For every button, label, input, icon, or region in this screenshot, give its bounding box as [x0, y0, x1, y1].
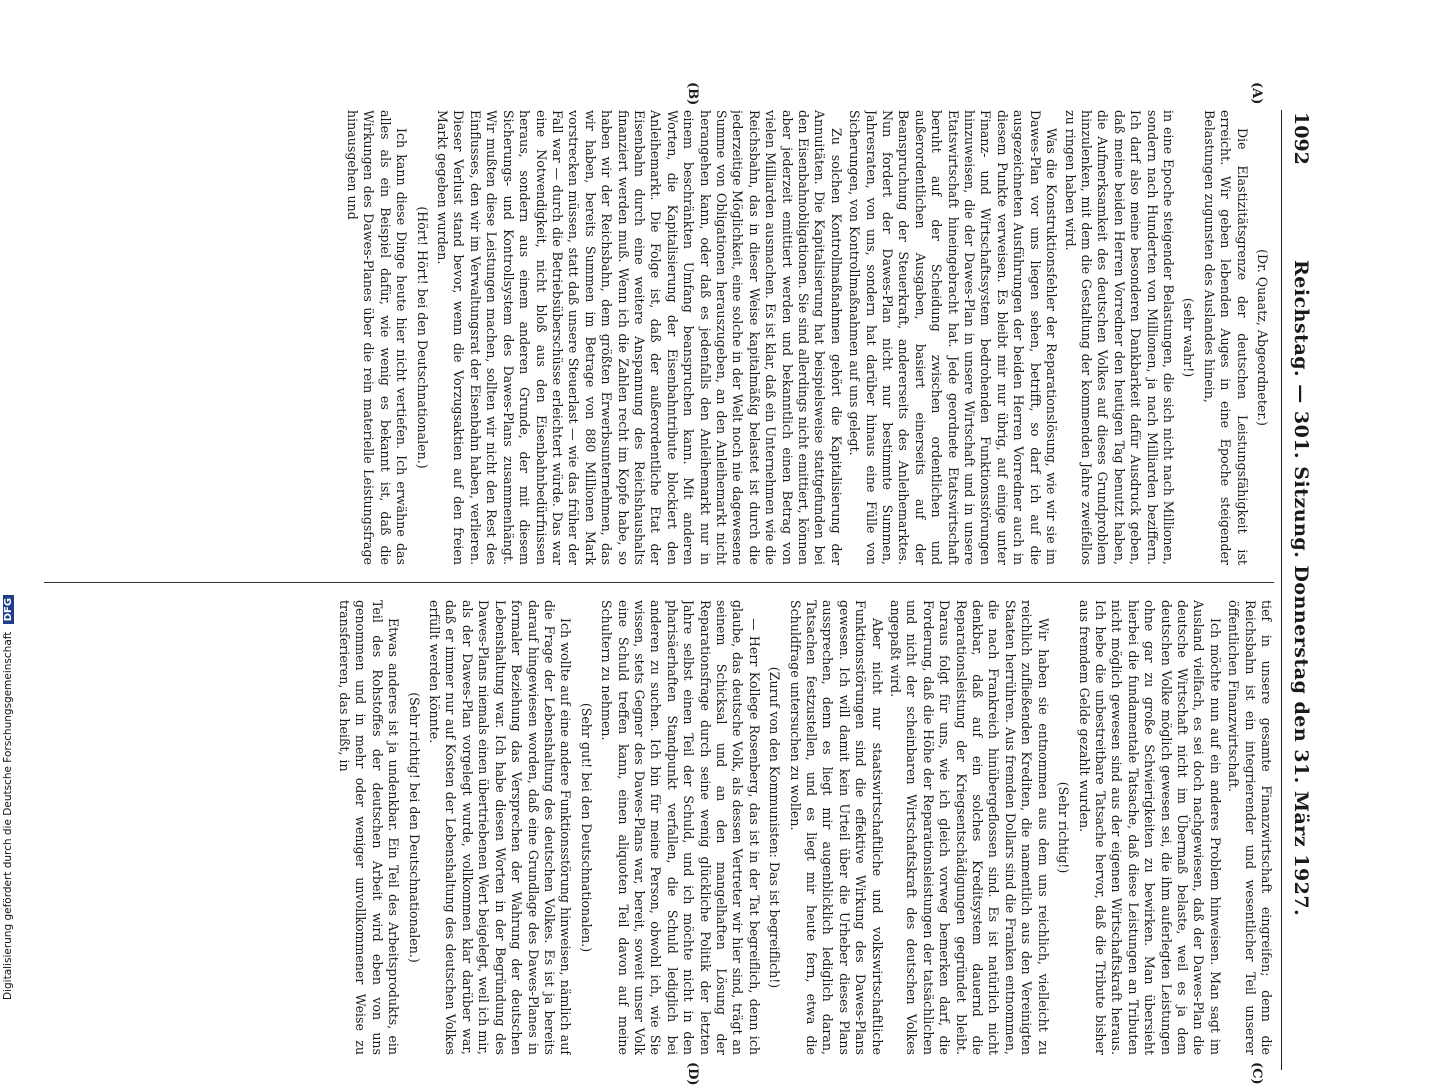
page-header — [1281, 110, 1320, 1070]
paragraph: — Herr Kollege Rosenberg, das ist in der Tat begreiflich, denn ich glaube, das deutsche Volk, als dessen Vertreter wir hier sind, trägt an seinem Schicksal und an den mangelhaften Lösung der Reparationsfrage durch seine wenig glückliche Politik der letzten Jahre selbst einen Teil der Schuld, und ich möchte nicht in den pharisäerhaften Standpunkt verfallen, die Schuld lediglich bei anderen zu suchen. Ich bin für meine Person, obwohl ich, wie Sie wissen, stets Gegner des Dawes-Plans war, bereit, soweit unser Volk eine Schuld treffen kann, einen aliquoten Teil davon auf meine Schultern zu nehmen. — [599, 600, 762, 1055]
paragraph: tief in unsere gesamte Finanzwirtschaft eingreifen; denn die Reichsbahn ist ein integrierender und wesentlicher Teil unserer öffentlichen Finanzwirtschaft. — [1226, 600, 1274, 1055]
margin-mark-d: (D) — [685, 1062, 700, 1086]
rotated-page — [20, 82, 1320, 1086]
paragraph: in eine Epoche steigender Belastungen, die sich nicht nach Millionen, sondern nach Hunderten von Millionen, ja nach Milliarden beziffern. Ich darf also meine besonderen Dankbarkeit dafür Ausdruck geben, daß meine beiden Herren Vorredner den heutigen Tag benutzt haben, die Aufmerksamkeit des deutschen Volkes auf dieses Grundproblem hinzulenken, mit dem die Gestaltung der kommenden Jahre zweifellos zu ringen haben wird. — [1062, 110, 1176, 565]
paragraph: Etwas anderes ist ja undenkbar. Ein Teil des Arbeitsprodukts, ein Teil des Rohstoffes der deutschen Arbeit wird eben von uns genommen und in mehr oder weniger unvollkommener Weise zu transferieren, das heißt, in — [337, 600, 402, 1055]
paragraph: Ich wollte auf eine andere Funktionsstörung hinweisen, nämlich auf die Frage der Lebenshaltung des deutschen Volkes. Es ist ja bereits darauf hingewiesen worden, daß eine Grundlage des Dawes-Planes in formaler Beziehung das Versprechen der Wahrung der deutschen Lebenshaltung war. Ich habe diesen Worten in der Begründung des Dawes-Plans niemals einen übertriebenen Wert beigelegt, weil ich mir, als der Dawes-Plan vorgelegt wurde, vollkommen klar darüber war, daß er immer nur auf Kosten der Lebenshaltung des deutschen Volkes erfüllt werden könnte. — [427, 600, 574, 1055]
margin-mark-a: (A) — [1249, 82, 1264, 105]
page-number: 1092 — [1290, 112, 1312, 165]
interjection: (sehr wahr!) — [1181, 297, 1197, 378]
interjection: (Zuruf von den Kommunisten: Das ist begreiflich!) — [767, 666, 783, 989]
margin-mark-b: (B) — [685, 82, 700, 106]
dfg-logo: DFG — [3, 595, 14, 624]
interjection: (Sehr richtig!) — [1056, 781, 1072, 874]
paragraph: Zu solchen Kontrollmaßnahmen gehört die Kapitalisierung der Annuitäten. Die Kapitalisierung hat beispielsweise stattgefunden bei den Eisenbahnobligationen. Sie sind allerdings nicht emittiert, können aber jederzeit emittiert werden und bekanntlich einen Betrag von vielen Milliarden ausmachen. Es ist klar, daß ein Unternehmen wie die Reichsbahn, das in dieser Weise kapitalmäßig belastet ist durch die jederzeitige Möglichkeit, eine solche in der Welt noch nie dagewesene Summe von Obligationen herauszugeben, an den Anleihemarkt nicht herangehen kann, oder daß es jedenfalls den Anleihemarkt nur in einem beschränkten Umfang beanspruchen kann. Mit anderen Worten, die Kapitalisierung der Eisenbahntribute blockiert den Anleihemarkt. Die Folge ist, daß der außerordentliche Etat der Eisenbahn durch eine weitere Anspannung des Reichshaushalts finanziert werden muß. Wenn ich die Zahlen recht im Kopfe habe, so haben wir der Reichsbahn, dem größten Erwerbsunternehmen, das wir haben, bereits Summen im Betrage von 880 Millionen Mark vorstrecken müssen, statt daß unsere Steuerlast — wie das früher der Fall war — durch die Betriebsüberschüsse erleichtert würde. Das war eine Notwendigkeit, nicht bloß aus den Eisenbahnbedürfnissen heraus, sondern aus einem anderen Grunde, der mit diesem Sicherungs- und Kontrollsystem des Dawes-Plans zusammenhängt. Wir mußten diese Leistungen machen, sollten wir nicht den Rest des Einflusses, den wir im Verwaltungsrat der Eisenbahn haben, verlieren. Dieser Verlust stand bevor, wenn die Vorzugsaktien auf den freien Markt gegeben wurden. — [435, 110, 844, 565]
paragraph: Aber nicht nur staatswirtschaftliche und volkswirtschaftliche Funktionsstörungen sind die effektive Wirkung des Dawes-Plans gewesen. Ich will damit kein Urteil über die Urheber dieses Plans aussprechen, denn es liegt mir augenblicklich lediglich daran, Tatsachen festzustellen, und es liegt mir heute fern, etwa die Schuldfrage untersuchen zu wollen. — [787, 600, 885, 1055]
margin-mark-c: (C) — [1249, 1062, 1264, 1085]
paragraph: Ich kann diese Dinge heute hier nicht vertiefen. Ich erwähne das alles als ein Beispiel dafür, wie wenig es bekannt ist, daß die Wirkungen des Dawes-Planes über die rein materielle Leistungsfrage hinausgehen und — [345, 110, 410, 565]
left-column — [44, 110, 1274, 565]
right-column — [44, 600, 1274, 1055]
paragraph: Was die Konstruktionsfehler der Reparationslösung, wie wir sie im Dawes-Plan vor uns liegen sehen, betrifft, so darf ich auf die ausgezeichneten Ausführungen der beiden Herren Vorredner auch in diesem Punkte verweisen. Es bleibt mir nur übrig, auf einige unter Finanz- und Wirtschaftssystem bedrohenden Funktionsstörungen hinzuweisen, die der Dawes-Plan in unsere Wirtschaft und in unsere Etatswirtschaft hineingebracht hat. Jede geordnete Etatswirtschaft beruht auf der Scheidung zwischen ordentlichen und außerordentlichen Ausgaben, basiert einerseits auf der Beanspruchung der Steuerkraft, andererseits des Anleihemarktes. Nun fordert der Dawes-Plan nicht nur bestimmte Summen, Jahresraten, von uns, sondern hat darüber hinaus eine Fülle von Sicherungen, von Kontrollmaßnahmen auf uns gelegt. — [847, 110, 1060, 565]
paragraph: Die Elastizitätsgrenze der deutschen Leistungsfähigkeit ist erreicht. Wir geben lebenden Auges in eine Epoche steigender Belastungen zugunsten des Auslandes hinein, — [1201, 110, 1250, 565]
paragraph: Ich möchte nun auf ein anderes Problem hinweisen. Man sagt im Ausland vielfach, es sei doch nachgewiesen, daß der Dawes-Plan die deutsche Wirtschaft nicht im Übermaß belaste, weil es ja dem deutschen Volke möglich gewesen sei, die ihm auferlegten Leistungen ohne gar zu große Schwierigkeiten zu bewirken. Man übersieht hierbei die fundamentale Tatsache, daß diese Leistungen an Tributen nicht möglich gewesen sind aus der eigenen Wirtschaftskraft heraus. Ich hebe die unbestreitbare Tatsache hervor, daß die Tribute bisher aus fremdem Gelde gezahlt wurden. — [1076, 600, 1223, 1055]
paragraph: Wir haben sie entnommen aus dem uns reichlich, vielleicht zu reichlich zufließenden Krediten, die namentlich aus den Vereinigten Staaten herrühren. Aus fremden Dollars sind die Franken entnommen, die nach Frankreich hinübergeflossen sind. Es ist natürlich nicht denkbar, daß auf ein solches Kreditsystem dauernd die Reparationsleistung der Kriegsentschädigungen gegründet bleibt. Daraus folgt für uns, wie ich gleich vorweg bemerken darf, die Forderung, daß die Höhe der Reparationsleistungen der tatsächlichen und nicht der scheinbaren Wirtschaftskraft des deutschen Volkes angepaßt wird. — [888, 600, 1051, 1055]
digitization-credit — [2, 0, 16, 1000]
credit-text: Digitalisierung gefördert durch die Deutsche Forschungsgemeinschaft — [2, 631, 14, 1000]
interjection: (Sehr richtig! bei den Deutschnationalen.) — [406, 692, 422, 963]
column-divider — [44, 582, 1274, 583]
page-title: Reichstag. — 301. Sitzung. Donnerstag den 31. März 1927. — [1290, 260, 1312, 917]
interjection: (Hört! Hört! bei den Deutschnationalen.) — [414, 206, 430, 469]
interjection: (Sehr gut! bei den Deutschnationalen.) — [578, 702, 594, 953]
speaker-line: (Dr. Quaatz, Abgeordneter.) — [1255, 249, 1270, 426]
